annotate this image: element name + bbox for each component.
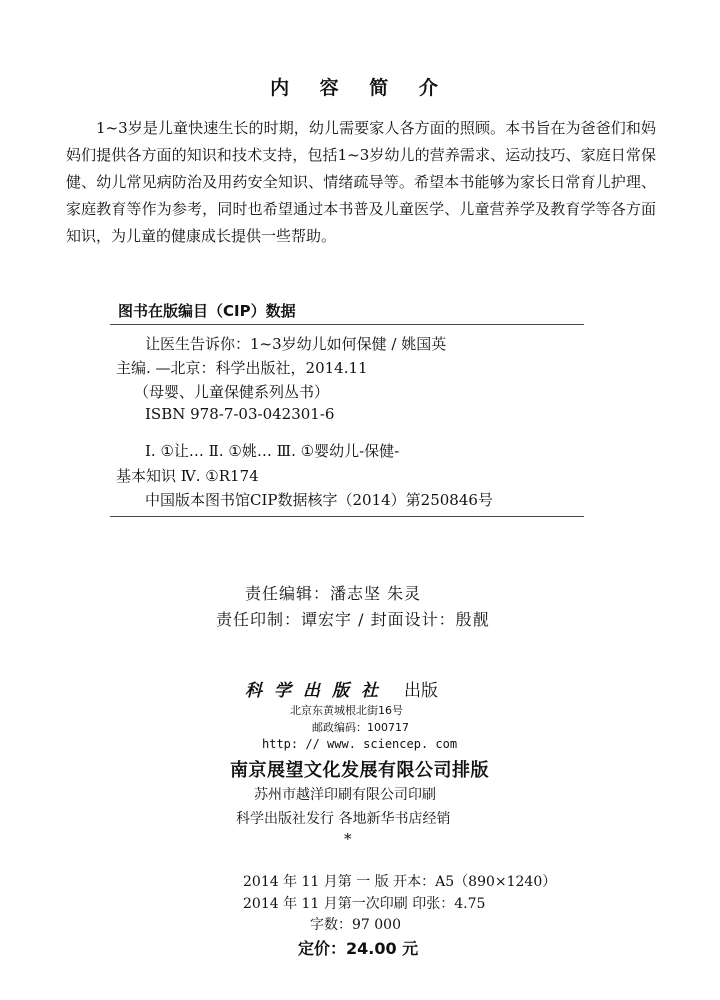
responsible-editors: 责任编辑：潘志坚 朱灵 <box>245 584 422 603</box>
edition-info: 2014 年 11 月第 一 版 开本：A5（890×1240） <box>243 874 557 890</box>
publisher-url: http: // www. sciencep. com <box>262 737 458 751</box>
cip-line-2: 主编. —北京：科学出版社，2014.11 <box>116 359 368 377</box>
printer: 苏州市越洋印刷有限公司印刷 <box>254 787 436 803</box>
distribution: 科学出版社发行 各地新华书店经销 <box>236 811 451 827</box>
separator-star: * <box>344 830 352 848</box>
word-count: 字数：97 000 <box>310 917 401 933</box>
cip-line-7: 中国版本图书馆CIP数据核字（2014）第250846号 <box>145 491 493 509</box>
cip-isbn: ISBN 978-7-03-042301-6 <box>145 405 335 423</box>
print-and-cover-design: 责任印制：谭宏宇 / 封面设计：殷靓 <box>216 610 490 629</box>
publisher-suffix: 出版 <box>404 681 438 701</box>
publisher-logo: 科学出版社 <box>245 681 390 701</box>
summary-body: 1~3岁是儿童快速生长的时期，幼儿需要家人各方面的照顾。本书旨在为爸爸们和妈妈们提供各方面的知识和技术支持，包括1~3岁幼儿的营养需求、运动技巧、家庭日常保健、幼儿常见病防治及用药安全知识、情绪疏导等。希望本书能够为家长日常育儿护理、家庭教育等作为参考，同时也希望通过本书普及儿童医学、儿童营养学及教育学等各方面知识，为儿童的健康成长提供一些帮助。 <box>66 119 656 245</box>
cip-heading: 图书在版编目（CIP）数据 <box>118 302 296 320</box>
cip-top-rule <box>110 324 584 325</box>
publisher-address: 北京东黄城根北街16号 <box>290 704 403 717</box>
cip-line-3: （母婴、儿童保健系列丛书） <box>134 383 330 401</box>
price: 定价：24.00 元 <box>298 939 419 958</box>
cip-line-1: 让医生告诉你：1~3岁幼儿如何保健 / 姚国英 <box>145 335 447 353</box>
printing-info: 2014 年 11 月第一次印刷 印张：4.75 <box>243 896 486 912</box>
cip-bottom-rule <box>110 516 584 517</box>
cip-line-5: Ⅰ. ①让… Ⅱ. ①姚… Ⅲ. ①婴幼儿-保健- <box>145 442 400 460</box>
summary-title: 内 容 简 介 <box>270 77 450 99</box>
cip-line-6: 基本知识 Ⅳ. ①R174 <box>116 467 259 485</box>
publisher-zip: 邮政编码：100717 <box>312 721 409 734</box>
typesetter: 南京展望文化发展有限公司排版 <box>230 760 489 781</box>
